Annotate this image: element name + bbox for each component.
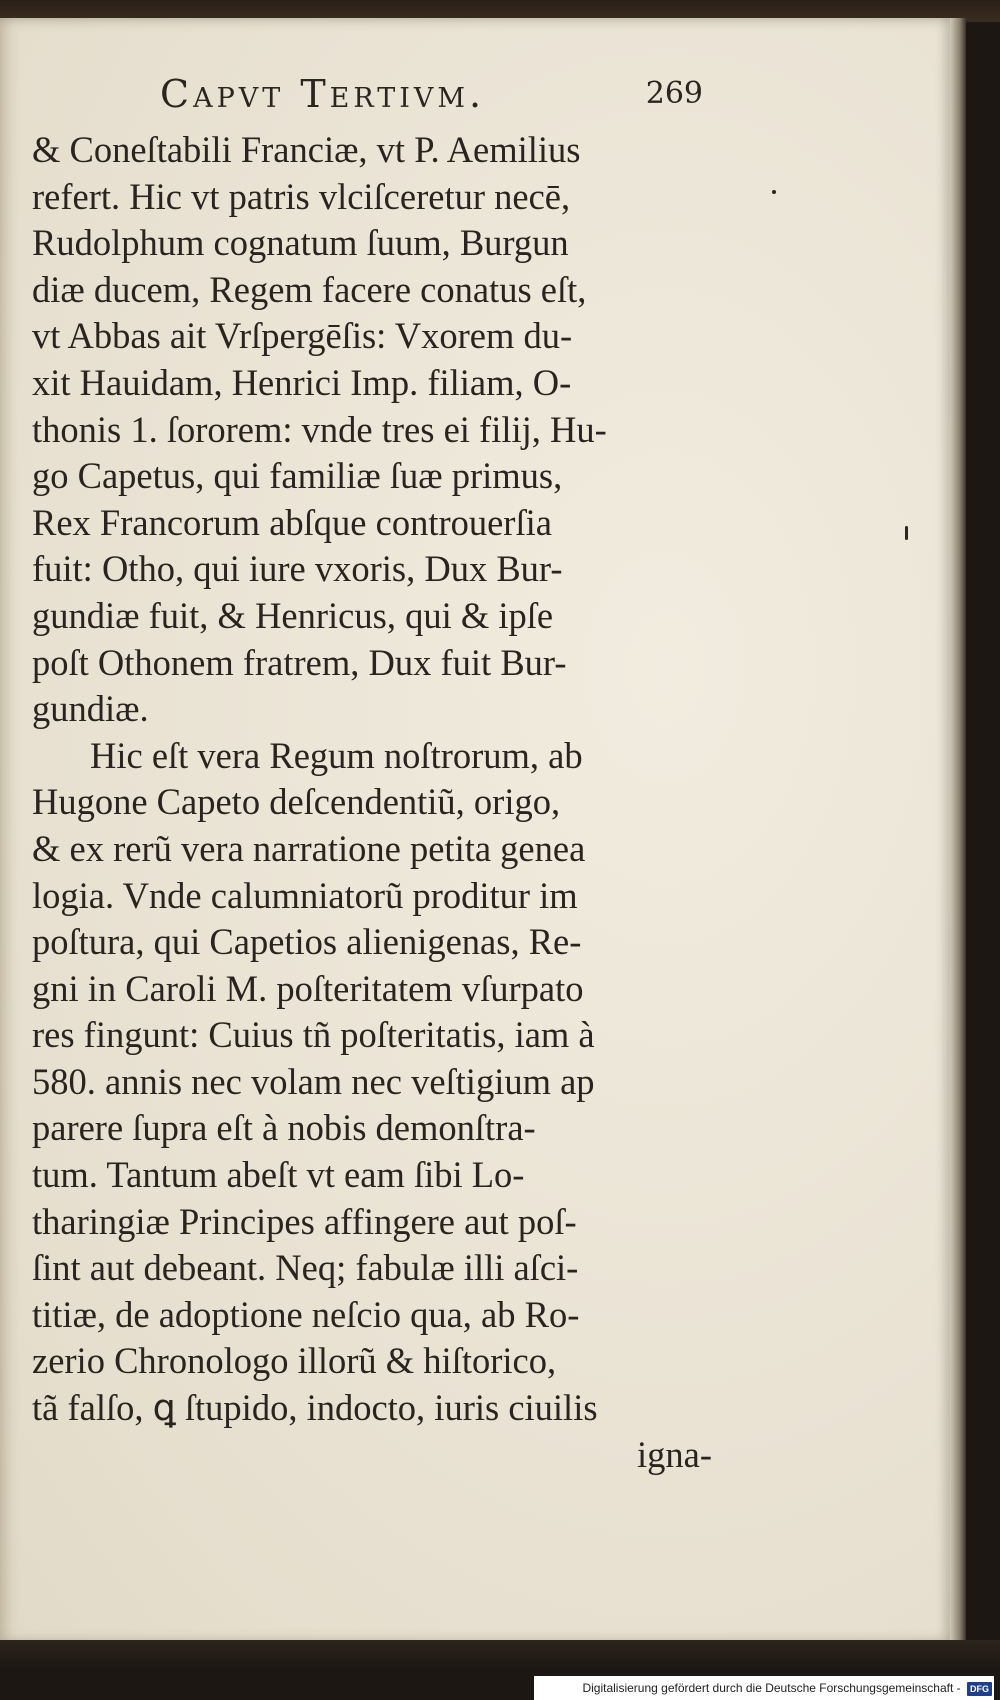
- scan-background-bottom: [0, 1640, 1000, 1672]
- text-line: & Coneſtabili Franciæ, vt P. Aemilius: [32, 129, 581, 170]
- text-line: tã falſo, ꝗ ſtupido, indocto, iuris ciuilis: [32, 1387, 598, 1429]
- text-line: gundiæ fuit, & Henricus, qui & ipſe: [32, 594, 554, 636]
- text-line: gundiæ.: [32, 688, 149, 730]
- text-line: go Capetus, qui familiæ ſuæ primus,: [32, 455, 563, 497]
- text-line: 580. annis nec volam nec veſtigium ap: [32, 1060, 595, 1102]
- text-line: refert. Hic vt patris vlciſceretur necē,: [32, 175, 571, 217]
- text-line: Rudolphum cognatum ſuum, Burgun: [32, 222, 569, 264]
- running-title: Capvt Tertivm.: [160, 72, 486, 116]
- digitization-credit: [534, 1676, 994, 1700]
- text-line: parere ſupra eſt à nobis demonſtra-: [32, 1107, 536, 1149]
- text-line: logia. Vnde calumniatorũ proditur im: [32, 874, 578, 916]
- dfg-logo: DFG: [967, 1682, 992, 1696]
- ink-speck: [772, 190, 776, 194]
- running-header: [160, 72, 703, 120]
- text-line: res fingunt: Cuius tñ poſteritatis, iam à: [32, 1014, 595, 1056]
- page-number: 269: [645, 76, 703, 111]
- text-line: Rex Francorum abſque controuerſia: [32, 501, 552, 543]
- body-text: [32, 127, 712, 1478]
- text-line: & ex rerũ vera narratione petita genea: [32, 827, 586, 869]
- text-line: tum. Tantum abeſt vt eam ſibi Lo-: [32, 1154, 525, 1196]
- text-line: fuit: Otho, qui iure vxoris, Dux Bur-: [32, 548, 563, 590]
- catchword: igna-: [637, 1433, 712, 1475]
- text-line: ſint aut debeant. Neq; fabulæ illi aſci-: [32, 1247, 579, 1289]
- text-line-paragraph-start: Hic eſt vera Regum noſtrorum, ab: [90, 734, 583, 776]
- text-line: poſt Othonem fratrem, Dux fuit Bur-: [32, 641, 567, 683]
- text-line: vt Abbas ait Vrſpergēſis: Vxorem du-: [32, 315, 573, 357]
- ink-speck: [905, 526, 908, 540]
- text-line: gni in Caroli M. poſteritatem vſurpato: [32, 967, 584, 1009]
- text-line: Hugone Capeto deſcendentiũ, origo,: [32, 781, 561, 823]
- text-line: titiæ, de adoptione neſcio qua, ab Ro-: [32, 1293, 580, 1335]
- credit-text: Digitalisierung gefördert durch die Deutsche Forschungsgemeinschaft -: [582, 1681, 961, 1695]
- text-line: poſtura, qui Capetios alienigenas, Re-: [32, 921, 582, 963]
- text-line: tharingiæ Principes affingere aut poſ-: [32, 1200, 577, 1242]
- text-line: thonis 1. ſororem: vnde tres ei filij, Hu-: [32, 408, 607, 450]
- text-line: zerio Chronologo illorũ & hiſtorico,: [32, 1340, 557, 1382]
- page-edge-shadow: [950, 18, 966, 1643]
- text-line: diæ ducem, Regem facere conatus eſt,: [32, 268, 587, 310]
- text-line: xit Hauidam, Henrici Imp. filiam, O-: [32, 361, 572, 403]
